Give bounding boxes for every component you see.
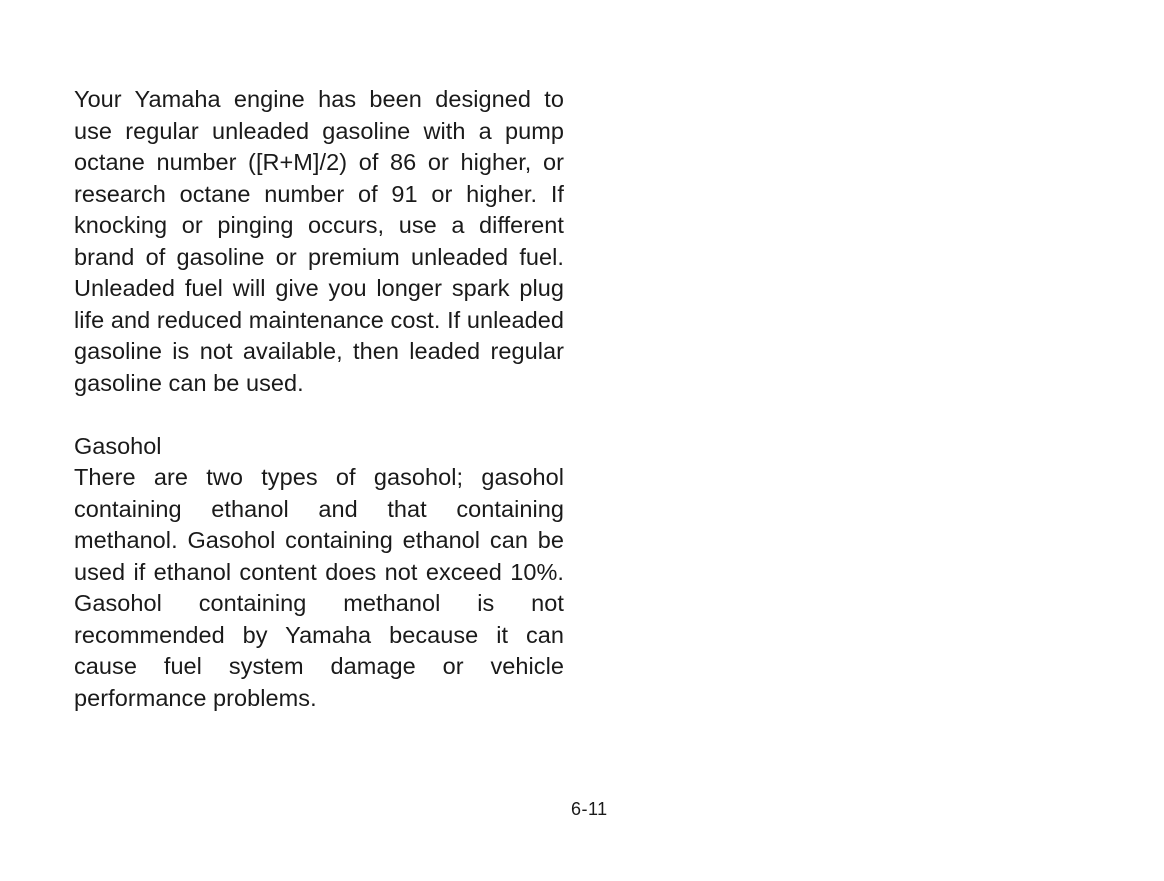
gasohol-heading: Gasohol (74, 432, 162, 459)
page-number: 6-11 (571, 799, 608, 819)
fuel-recommendation-paragraph: Your Yamaha engine has been designed to use regular unleaded gasoline with a pump octane number ([R+M]/2) of 86 or higher, or research octane number of 91 or higher. If knocking or pinging occurs, use a different brand of gasoline or premium unleaded fuel. Unleaded fuel will give you longer spark plug life and reduced maintenance cost. If unleaded gasoline is not available, then leaded regular gasoline can be used. (74, 86, 564, 396)
gasohol-paragraph: There are two types of gasohol; gasohol containing ethanol and that containing methanol. Gasohol containing ethanol can be used if ethanol content does not exceed 10%. Gasohol containing methanol is not recommended by Yamaha because it can cause fuel system damage or vehicle performance problems. (74, 464, 564, 711)
text-column (74, 84, 564, 714)
